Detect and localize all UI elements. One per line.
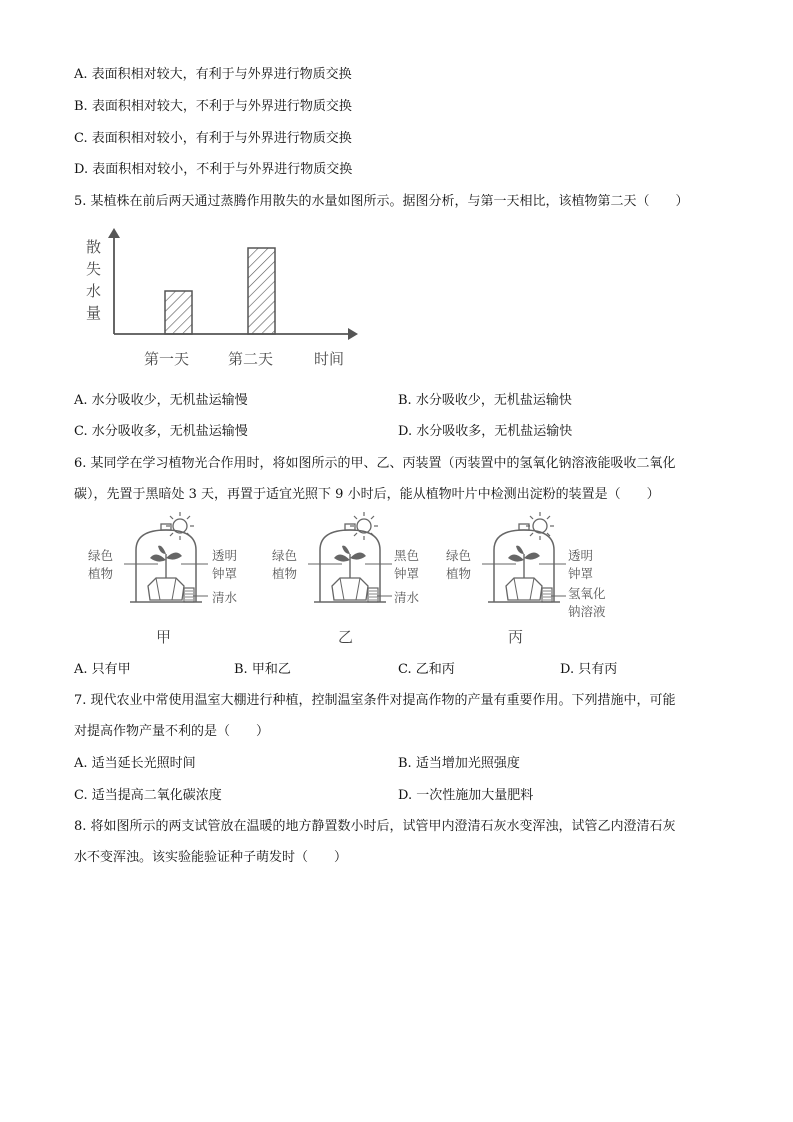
- q4-option-c: C. 表面积相对较小，有利于与外界进行物质交换: [74, 131, 352, 146]
- device-yi-right1: 黑色: [394, 548, 420, 563]
- device-yi-caption: 乙: [338, 628, 354, 646]
- ylabel-char-3: 水: [86, 282, 102, 300]
- device-bing: [482, 512, 566, 602]
- bar-day-2: [248, 248, 275, 334]
- device-jia-left1: 绿色: [88, 548, 114, 563]
- q6-option-a: A. 只有甲: [74, 662, 131, 677]
- q5-stem: 5. 某植株在前后两天通过蒸腾作用散失的水量如图所示。据图分析，与第一天相比，该植物第二天（ ）: [74, 194, 689, 209]
- device-bing-right3: 氢氧化: [568, 586, 606, 601]
- q6-option-d: D. 只有丙: [560, 662, 618, 677]
- q5-option-b: B. 水分吸收少，无机盐运输快: [398, 393, 572, 408]
- q4-option-d: D. 表面积相对较小，不利于与外界进行物质交换: [74, 162, 353, 177]
- device-yi: [308, 512, 392, 602]
- device-bing-left2: 植物: [446, 566, 472, 581]
- device-jia-right1: 透明: [212, 548, 238, 563]
- device-yi-left2: 植物: [272, 566, 298, 581]
- q5-option-d: D. 水分吸收多，无机盐运输快: [398, 424, 573, 439]
- q6-device-figure: [80, 512, 640, 652]
- device-bing-right2: 钟罩: [568, 566, 594, 581]
- device-jia-right2: 钟罩: [212, 566, 238, 581]
- device-bing-right4: 钠溶液: [568, 604, 606, 619]
- device-yi-right2: 钟罩: [394, 566, 420, 581]
- x-axis-arrow: [348, 328, 358, 340]
- q7-stem-line1: 7. 现代农业中常使用温室大棚进行种植，控制温室条件对提高作物的产量有重要作用。下列措施中，可能: [74, 693, 676, 708]
- xtick-day-2: 第二天: [228, 350, 274, 368]
- q5-option-a: A. 水分吸收少，无机盐运输慢: [74, 393, 248, 408]
- y-axis-arrow: [108, 228, 120, 238]
- device-jia: [124, 512, 208, 602]
- ylabel-char-2: 失: [86, 260, 102, 278]
- bar-day-1: [165, 291, 192, 334]
- device-jia-caption: 甲: [156, 628, 172, 646]
- xtick-day-1: 第一天: [144, 350, 190, 368]
- q7-stem-line2: 对提高作物产量不利的是（ ）: [74, 724, 270, 739]
- q4-option-b: B. 表面积相对较大，不利于与外界进行物质交换: [74, 99, 352, 114]
- q6-option-b: B. 甲和乙: [234, 662, 291, 677]
- device-bing-caption: 丙: [508, 628, 524, 646]
- ylabel-char-4: 量: [86, 304, 102, 322]
- device-yi-left1: 绿色: [272, 548, 298, 563]
- q7-option-d: D. 一次性施加大量肥料: [398, 788, 534, 803]
- q4-option-a: A. 表面积相对较大，有利于与外界进行物质交换: [74, 67, 352, 82]
- device-jia-left2: 植物: [88, 566, 114, 581]
- device-bing-left1: 绿色: [446, 548, 472, 563]
- q7-option-b: B. 适当增加光照强度: [398, 756, 520, 771]
- device-bing-right1: 透明: [568, 548, 594, 563]
- q6-option-c: C. 乙和丙: [398, 662, 455, 677]
- q6-stem-line2: 碳），先置于黑暗处 3 天，再置于适宜光照下 9 小时后，能从植物叶片中检测出淀粉的装置是（ ）: [74, 487, 660, 502]
- q7-option-c: C. 适当提高二氧化碳浓度: [74, 788, 222, 803]
- q8-stem-line2: 水不变浑浊。该实验能验证种子萌发时（ ）: [74, 850, 348, 865]
- q5-bar-chart: [74, 224, 374, 376]
- xlabel: 时间: [314, 350, 345, 368]
- q7-option-a: A. 适当延长光照时间: [74, 756, 196, 771]
- ylabel-char-1: 散: [86, 238, 102, 256]
- q5-option-c: C. 水分吸收多，无机盐运输慢: [74, 424, 248, 439]
- device-jia-right3: 清水: [212, 590, 238, 605]
- q8-stem-line1: 8. 将如图所示的两支试管放在温暖的地方静置数小时后，试管甲内澄清石灰水变浑浊，试管乙内澄清石灰: [74, 819, 676, 834]
- device-yi-right3: 清水: [394, 590, 420, 605]
- q6-stem-line1: 6. 某同学在学习植物光合作用时，将如图所示的甲、乙、丙装置（丙装置中的氢氧化钠溶液能吸收二氧化: [74, 456, 676, 471]
